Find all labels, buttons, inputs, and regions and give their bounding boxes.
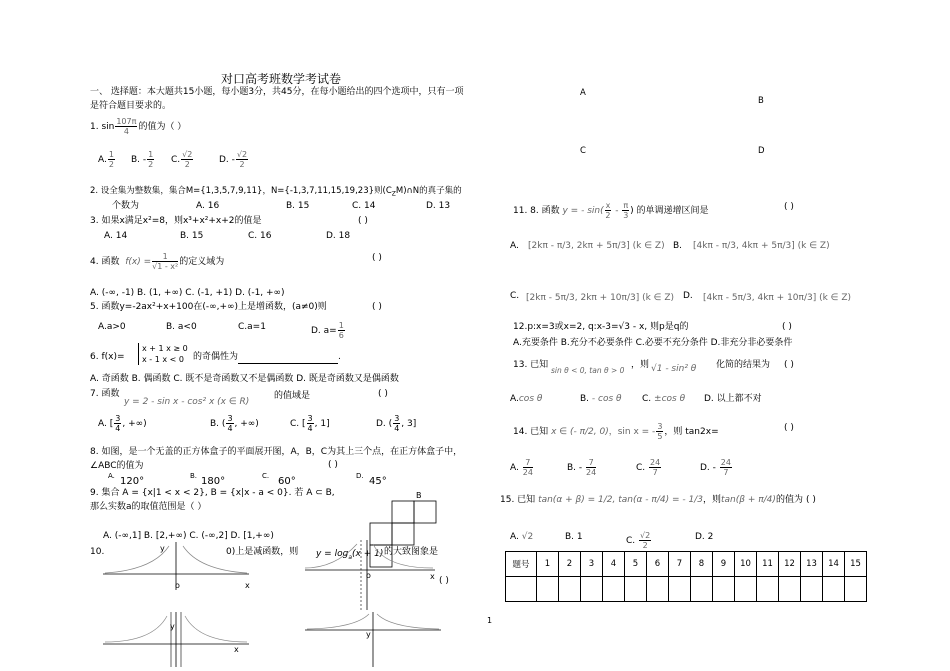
table-cell: [691, 577, 713, 602]
question-4: 4. 函数 f(x) = $\frac{1}{\text{√1 - x²}}$ 的定义域为: [90, 252, 225, 271]
table-cell: 11: [757, 552, 779, 577]
q12-options: A.充要条件 B.充分不必要条件 C.必要不充分条件 D.非充分非必要条件: [513, 338, 793, 348]
q3-paren: ( ): [358, 216, 368, 226]
q1-frac-den: 4: [123, 127, 129, 136]
table-cell: 12: [779, 552, 801, 577]
table-cell: 7: [669, 552, 691, 577]
q14-option-c: C. $\frac{24}{7}$: [636, 458, 661, 477]
q8-option-a: A.: [108, 472, 115, 480]
q10-formula: $y = \log_a(x + 1)$: [316, 549, 384, 561]
section-intro-line1: 一、 选择题：本大题共15小题，每小题3分，共45分，在每小题给出的四个选项中，只有一项: [90, 87, 464, 97]
graph-c: [103, 612, 253, 667]
q7-tail: 的值域是: [274, 391, 311, 401]
q1-text: 1. sin: [90, 122, 115, 132]
table-cell: [801, 577, 823, 602]
q13-paren: ( ): [784, 360, 794, 370]
graph-b-x-label: x: [430, 572, 435, 581]
answer-table: [505, 551, 867, 602]
q2-line2: 个数为: [112, 201, 140, 211]
q13-expression: √1 - sin² θ: [651, 364, 697, 374]
graph-d-y-label: y: [366, 630, 371, 639]
graph-a-y-label: y: [160, 544, 165, 553]
q10-middle: 0)上是减函数，则: [226, 547, 299, 557]
q14-option-a: A. $\frac{7}{24}$: [510, 458, 533, 477]
q15-option-c: C. $\frac{√2}{2}$: [626, 531, 651, 550]
q8-option-c-value: 60°: [278, 476, 296, 487]
table-cell: 13: [801, 552, 823, 577]
question-12: 12.p:x=3或x=2, q:x-3=√3 - x, 则p是q的: [513, 322, 689, 332]
q8-option-b: B.: [190, 472, 198, 480]
q7-paren: ( ): [378, 389, 388, 399]
table-cell: 6: [647, 552, 669, 577]
q11-option-d: D.: [683, 291, 693, 301]
table-cell: 15: [845, 552, 867, 577]
q8-option-a-value: 120°: [120, 476, 145, 487]
q13-option-a: A.cos θ: [510, 394, 543, 404]
q5-option-b: B. a<0: [166, 322, 197, 332]
graph-b: [305, 540, 445, 610]
q1-option-d: D. - $\frac{√2}{2}$: [219, 150, 248, 169]
q14-option-d: D. - $\frac{24}{7}$: [700, 458, 731, 477]
q5-option-d: D. a= $\frac{1}{6}$: [311, 321, 344, 340]
graph-a-x-label: x: [245, 581, 250, 590]
q13-mid: ，则: [631, 360, 650, 370]
question-5: 5. 函数y=-2ax²+x+100在(-∞,+∞)上是增函数，(a≠0)则: [90, 302, 327, 312]
question-15: 15. 已知 tan(α + β) = 1/2, tan(α - π/4) = - 1/3，则tan(β + π/4)的值为: [500, 495, 803, 505]
q6-tail: 的奇偶性为 .: [193, 352, 341, 362]
table-cell: [537, 577, 559, 602]
question-9-line2: 那么实数a的取值范围是（ ）: [90, 502, 207, 512]
figure-label-c: C: [580, 146, 586, 156]
question-2: 2. 设全集为整数集，集合M={1,3,5,7,9,11}，N={-1,3,7,11,15,19,23}则$(C_ZM)\cap N$的真子集的: [90, 186, 462, 198]
q7-option-a: A. [ $\frac{3}{4}$ , +∞): [98, 414, 147, 433]
q11-paren: ( ): [784, 202, 794, 212]
q8-option-b-value: 180°: [201, 476, 226, 487]
table-cell: [823, 577, 845, 602]
table-cell: 9: [713, 552, 735, 577]
q7-option-b: B. ( $\frac{3}{4}$ , +∞): [210, 414, 259, 433]
table-cell: 4: [603, 552, 625, 577]
table-cell: [603, 577, 625, 602]
q11-option-c-value: [2kπ - 5π/3, 2kπ + 10π/3] (k ∈ Z): [526, 293, 675, 303]
q13-condition: sin θ < 0, tan θ > 0: [551, 366, 625, 375]
q13-option-d: D. 以上都不对: [704, 394, 762, 404]
question-14: 14. 已知 x ∈ (- π/2, 0)，sin x = - $\frac{3}{5}$ ，则 tan2x=: [513, 422, 719, 441]
table-cell: [669, 577, 691, 602]
table-cell: [581, 577, 603, 602]
q6-options: A. 奇函数 B. 偶函数 C. 既不是奇函数又不是偶函数 D. 既是奇函数又是偶函数: [90, 374, 399, 384]
q7-option-c: C. [ $\frac{3}{4}$ , 1]: [290, 414, 330, 433]
q14-paren: ( ): [784, 423, 794, 433]
q5-option-c: C.a=1: [238, 322, 266, 332]
table-cell: [757, 577, 779, 602]
q13-option-c: C. ±cos θ: [642, 394, 686, 404]
q2-option-c: C. 14: [352, 201, 376, 211]
q14-option-b: B. - $\frac{7}{24}$: [567, 458, 597, 477]
q2-option-a: A. 16: [196, 201, 220, 211]
graph-c-x-label: x: [234, 645, 239, 654]
q8-option-d-value: 45°: [369, 476, 387, 487]
q1-option-a: A. $\frac{1}{2}$: [98, 150, 114, 169]
table-cell: 10: [735, 552, 757, 577]
q7-formula: y = 2 - sin x - cos² x (x ∈ R): [124, 397, 250, 407]
question-11: 11. 8. 函数 y = - sin( $\frac{x}{2}$ - $\frac{\pi}{3}$ ) 的单调递增区间是: [513, 201, 709, 220]
q5-option-a: A.a>0: [98, 322, 126, 332]
q15-paren: ( ): [806, 495, 816, 505]
table-cell: [559, 577, 581, 602]
q3-option-b: B. 15: [180, 231, 204, 241]
q3-option-c: C. 16: [248, 231, 272, 241]
q6-cases: x + 1 x ≥ 0 x - 1 x < 0: [138, 343, 188, 365]
q11-option-a-value: [2kπ - π/3, 2kπ + 5π/3] (k ∈ Z): [528, 241, 665, 251]
question-8-line1: 8. 如图，是一个无盖的正方体盒子的平面展开图，A，B，C为其上三个点，在正方体盒子中，: [90, 447, 463, 457]
q10-tail: 的大致图象是: [384, 547, 439, 557]
q9-options: A. (-∞,1] B. [2,+∞) C. (-∞,2] D. [1,+∞): [103, 531, 274, 541]
q1-option-b: B. - $\frac{1}{2}$: [131, 150, 154, 169]
cube-net-label-b: B: [416, 491, 422, 500]
table-cell: 14: [823, 552, 845, 577]
figure-label-a: A: [580, 88, 586, 98]
q8-option-d: D.: [356, 472, 364, 480]
figure-label-d: D: [758, 146, 765, 156]
figure-label-b: B: [758, 96, 764, 106]
q11-option-c: C.: [510, 291, 520, 301]
table-cell: [735, 577, 757, 602]
q8-option-c: C.: [262, 472, 270, 480]
q4-options: A. (-∞, -1) B. (1, +∞) C. (-1, +1) D. (-1, +∞): [90, 288, 285, 298]
q10-paren: ( ): [439, 576, 449, 586]
q12-paren: ( ): [782, 322, 792, 332]
q8-paren: ( ): [328, 460, 338, 470]
q1-option-c: C. $\frac{√2}{2}$: [171, 150, 193, 169]
q4-paren: ( ): [372, 253, 382, 263]
question-8-line2: ∠ABC的值为: [90, 461, 144, 471]
table-cell: 1: [537, 552, 559, 577]
table-cell: 5: [625, 552, 647, 577]
table-cell: [713, 577, 735, 602]
question-1: [90, 117, 186, 136]
question-3: 3. 如果x满足x²=8，则x³+x²+x+2的值是: [90, 216, 262, 226]
graph-b-origin: o: [366, 571, 371, 580]
q3-option-a: A. 14: [104, 231, 128, 241]
table-row: [506, 577, 867, 602]
table-cell: [625, 577, 647, 602]
section-intro-line2: 是符合题目要求的。: [90, 101, 172, 111]
table-cell: [845, 577, 867, 602]
table-header-cell: 题号: [506, 552, 537, 577]
q11-option-d-value: [4kπ - 5π/3, 4kπ + 10π/3] (k ∈ Z): [703, 293, 852, 303]
page-title: 对口高考班数学考试卷: [221, 72, 342, 86]
q15-option-d: D. 2: [695, 532, 714, 542]
table-cell: [779, 577, 801, 602]
q13-tail: 化简的结果为: [716, 360, 771, 370]
q13-option-b: B. - cos θ: [580, 394, 622, 404]
question-13: 13. 已知: [513, 360, 549, 370]
table-cell: [506, 577, 537, 602]
q15-option-a: A. √2: [510, 532, 534, 542]
question-9-line1: 9. 集合 A = {x|1 < x < 2}, B = {x|x - a < 0}. 若 A ⊂ B,: [90, 488, 335, 498]
q2-option-b: B. 15: [286, 201, 310, 211]
q1-tail: 的值为（ ）: [138, 122, 187, 132]
q7-option-d: D. ( $\frac{3}{4}$ , 3]: [376, 414, 417, 433]
table-row: [506, 552, 867, 577]
q5-paren: ( ): [372, 302, 382, 312]
q2-option-d: D. 13: [426, 201, 451, 211]
q1-frac-num: 107π: [116, 117, 137, 126]
q11-option-b: B.: [673, 241, 683, 251]
table-cell: [647, 577, 669, 602]
question-6: 6. f(x)=: [90, 352, 125, 362]
graph-d: [305, 612, 445, 667]
question-10: 10.: [90, 547, 105, 557]
question-7: 7. 函数: [90, 389, 120, 399]
q11-option-a: A.: [510, 241, 519, 251]
table-cell: 2: [559, 552, 581, 577]
table-cell: 8: [691, 552, 713, 577]
page-number: 1: [487, 616, 493, 625]
table-cell: 3: [581, 552, 603, 577]
q3-option-d: D. 18: [326, 231, 351, 241]
q15-option-b: B. 1: [565, 532, 583, 542]
graph-a-origin: o: [175, 581, 180, 590]
q11-option-b-value: [4kπ - π/3, 4kπ + 5π/3] (k ∈ Z): [693, 241, 830, 251]
graph-c-y-label: y: [170, 622, 175, 631]
